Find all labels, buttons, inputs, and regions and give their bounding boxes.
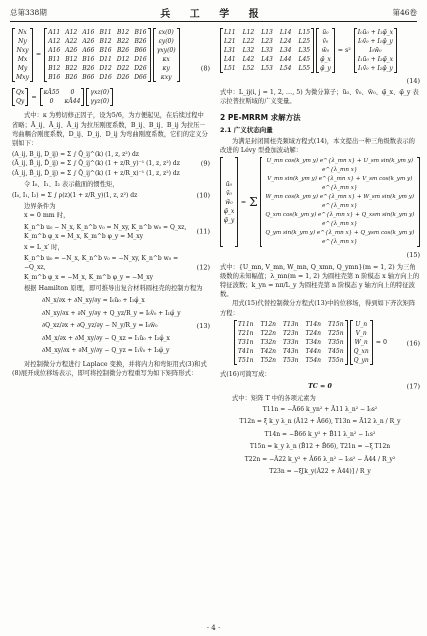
matrix-cell: B26 [117, 47, 130, 54]
matrix-cell: Mxy [16, 74, 29, 81]
matrix-cell: T13n [283, 320, 299, 328]
matrix-cell: L13 [261, 29, 273, 36]
matrix-cell: D16 [99, 74, 112, 81]
t-matrix [237, 320, 345, 365]
matrix-cell: T32n [260, 338, 277, 346]
matrix-cell: A26 [82, 38, 95, 45]
matrix-cell: γxy(0) [156, 47, 176, 54]
matrix-cell: A11 [48, 29, 61, 36]
right-column [220, 26, 420, 479]
equation-line: K_m^b φ_x = −M_x, K_m^b φ_y = −M_xy [24, 273, 154, 281]
equation-line: (A_ij, B_ij, D_ij) = Σ ∫ Q̄_ij^(k) (1, z, z²) dz [12, 151, 139, 159]
matrix-cell: εy(0) [158, 38, 174, 45]
equation-line: ∂N_x/∂x + ∂N_xy/∂y = I₀ü₀ + I₁φ̈_x [42, 297, 145, 305]
equation-number: (16) [406, 339, 420, 348]
matrix-cell: Q_yn [353, 356, 369, 364]
matrix-cell: T42n [260, 347, 277, 355]
matrix-cell: w̃₀ [321, 47, 330, 54]
boundary-conditions-xL [24, 254, 194, 282]
matrix-cell: φ̃_x [223, 207, 235, 215]
matrix-cell: I₀ũ₀ + I₁φ̃_x [357, 29, 394, 36]
matrix-cell: φ̃_y [223, 216, 235, 224]
matrix-cell: T55n [328, 356, 344, 364]
matrix-cell: A12 [65, 29, 78, 36]
matrix-cell: L24 [279, 38, 292, 45]
matrix-cell: B12 [99, 38, 112, 45]
equation-line: T23n = −ξ[k_y(Â22 + Â44)] / R_y [269, 468, 371, 476]
boundary-x0: x = 0 mm 时， [24, 212, 70, 220]
matrix-cell: T14n [305, 320, 322, 328]
equation-line: T12n = ξ k_y λ_n (Ā12 + Ā66), T13n = Ā12 λ_n / R_y [239, 418, 401, 426]
matrix-cell: γyz(0) [90, 98, 110, 106]
matrix-cell: L31 [224, 47, 236, 54]
t-elements [220, 404, 420, 479]
shear-force-vector [15, 88, 25, 106]
matrix-cell: L11 [224, 29, 236, 36]
equation-line: ∂N_xy/∂x + ∂N_y/∂y + Q_yz/R_y = I₀v̈₀ + I₁φ̈_y [42, 309, 181, 317]
matrix-cell: L12 [242, 29, 255, 36]
matrix-cell: B12 [65, 56, 78, 63]
displacement-vector [223, 180, 236, 225]
equation-number: (15) [406, 251, 420, 260]
equation-9 [12, 150, 210, 178]
matrix-cell: L34 [279, 47, 292, 54]
equation-12 [12, 254, 210, 282]
matrix-cell: T21n [238, 329, 254, 337]
matrix-cell: 0 [70, 89, 75, 97]
matrix-cell: Mx [17, 56, 28, 63]
matrix-cell: T52n [260, 356, 277, 364]
matrix-cell: B16 [99, 47, 112, 54]
matrix-cell: B12 [117, 29, 130, 36]
boundary-conditions-x0 [24, 223, 194, 241]
matrix-cell: A22 [65, 38, 78, 45]
issue-number: 总第338期 [10, 8, 47, 17]
matrix-cell: κĀ44 [64, 98, 81, 106]
volume-number: 第46卷 [392, 8, 417, 17]
equation-number: (10) [196, 191, 210, 200]
matrix-cell: T31n [238, 338, 254, 346]
paragraph-stiffness: 式中：κ 为剪切修正因子，设为5/6，为方便起见，在后续过程中省略；Ā_ij、Ā_ij、Ā_ij 为拉压刚度系数，B_ij、B_ij、B_ij 为拉压－弯曲耦合刚度系数，D_ij、D_ij、D_ij 为弯曲刚度系数，它们的定义分别如下： [12, 112, 208, 148]
matrix-cell: κy [162, 65, 170, 72]
matrix-cell: I₁ũ₀ + I₂φ̃_x [357, 56, 394, 63]
equation-line: K_m^b φ_x = M_x, K_m^b φ_y = M_xy [24, 232, 144, 240]
equation-number: (11) [196, 227, 210, 236]
subsection-heading: 2.1 广义状态向量 [220, 125, 273, 134]
matrix-cell: T45n [328, 347, 344, 355]
equation-14: L11 L12 L13 L14 L15 L21 L22 L23 L24 L25 L31 L32 L33 L34 L35 L41 L42 L43 L44 L45 L51 L52 L53 L54 L55 ũ₀ ṽ₀ w̃₀ φ̃_x φ̃_y = s² I₀ũ₀ + I₁φ̃_x I₀ṽ₀ + I₁φ̃_y I₀w̃₀ I₁ũ₀ + I₂φ̃_x I₁ṽ₀ + I₂φ̃_y (14) [220, 28, 420, 86]
matrix-cell: L44 [279, 56, 292, 63]
equation-line: ∂M_xy/∂x + ∂M_y/∂y − Q_yz = I₁v̈₀ + I₂φ̈_y [42, 347, 170, 355]
matrix-cell: T53n [283, 356, 299, 364]
matrix-cell: T23n [283, 329, 299, 337]
matrix-cell: L14 [279, 29, 292, 36]
paragraph-hamilton: 根据 Hamilton 原理，即可推导出复合材料圆柱壳的控制方程为 [24, 284, 203, 292]
equation-line: (Â_ij, B̂_ij, D̂_ij) = Σ ∫ Q̄_ij^(k) (1 + z/R_x)⁻¹ (1, z, z²) dz [12, 169, 180, 177]
matrix-cell: Qy [16, 98, 25, 106]
matrix-cell: My [17, 65, 28, 72]
paragraph-levy: 为满足封闭圆柱壳频域方程式(14)，本文提出一种三角级数表示的改进的 Lévy 型叠加波动解： [220, 138, 415, 155]
equation-number: (17) [406, 382, 420, 391]
equation-line: T14n = −B̄66 k_y² + B̄11 λ_n² − I₁s² [264, 430, 376, 438]
matrix-cell: D12 [99, 65, 112, 72]
matrix-cell: T41n [238, 347, 254, 355]
matrix-cell: B66 [134, 47, 147, 54]
matrix-cell: I₁ṽ₀ + I₂φ̃_y [358, 65, 393, 72]
matrix-cell: T25n [328, 329, 344, 337]
matrix-cell: B22 [65, 65, 78, 72]
matrix-cell: κxy [160, 74, 172, 81]
matrix-cell: T44n [305, 347, 322, 355]
matrix-cell: L25 [298, 38, 311, 45]
matrix-cell: D66 [134, 74, 147, 81]
matrix-cell: L22 [242, 38, 255, 45]
matrix-cell: L33 [261, 47, 273, 54]
matrix-cell: L42 [242, 56, 255, 63]
matrix-cell: B26 [82, 65, 95, 72]
page-number: · 4 · [206, 624, 221, 632]
matrix-cell: B16 [48, 74, 61, 81]
strain-vector [156, 28, 177, 82]
matrix-cell: B26 [134, 38, 147, 45]
matrix-cell: I₀ṽ₀ + I₁φ̃_y [358, 38, 393, 45]
matrix-cell: D26 [134, 65, 147, 72]
page-header [10, 6, 417, 20]
matrix-cell: L45 [298, 56, 311, 63]
wave-terms [262, 157, 417, 247]
stiffness-matrix [47, 28, 148, 82]
matrix-cell: T34n [305, 338, 322, 346]
matrix-cell: A66 [82, 47, 95, 54]
equation-10 [12, 191, 210, 200]
matrix-cell: W_n [354, 338, 368, 346]
matrix-cell: L55 [298, 65, 311, 72]
matrix-cell: L15 [298, 29, 311, 36]
inertia-definition: (I₀, I₁, I₂) = Σ ∫ ρ(z)(1 + z/R_y)(1, z, z²) dz [12, 192, 138, 200]
matrix-cell: ũ₀ [322, 29, 329, 36]
shear-stiffness-matrix [43, 88, 82, 106]
matrix-cell: B66 [82, 74, 95, 81]
equation-line: T22n = −Â22 k_y² + Â66 λ_n² − I₀s² − Â44 / R_y² [244, 455, 396, 463]
matrix-cell: L51 [224, 65, 236, 72]
matrix-cell: T22n [260, 329, 277, 337]
equation-17: TC = 0 (17) [308, 382, 420, 391]
header-rule [10, 21, 417, 22]
matrix-cell: Nxy [16, 47, 29, 54]
inertia-vector [357, 28, 394, 73]
matrix-cell: Q_xn [353, 347, 369, 355]
matrix-cell: D22 [116, 65, 130, 72]
matrix-cell: L21 [224, 38, 236, 45]
matrix-cell: L35 [298, 47, 311, 54]
equation-line: ∂Q_xz/∂x + ∂Q_yz/∂y − N_y/R_y = I₀ẅ₀ [42, 322, 158, 330]
matrix-cell: T12n [260, 320, 277, 328]
matrix-cell: U_mn cos(k_ym y) e^{λ_mn x} + U_sm sin(k_ym y) e^{λ_mn x} [266, 158, 414, 174]
matrix-cell: B16 [134, 29, 147, 36]
operator-matrix [223, 28, 311, 73]
matrix-cell: D26 [116, 74, 130, 81]
equation-number: (8) [200, 64, 210, 73]
matrix-cell: L41 [224, 56, 236, 63]
matrix-cell: B11 [48, 56, 61, 63]
matrix-cell: κx [162, 56, 170, 63]
matrix-cell: A26 [65, 47, 78, 54]
displacement-vector [319, 28, 332, 73]
matrix-cell: D11 [99, 56, 112, 63]
matrix-cell: U_n [355, 320, 368, 328]
matrix-cell: Q_ym sin(k_ym y) e^{λ_mn x} + Q_ysm cos(k_ym y) e^{λ_mn x} [265, 230, 415, 246]
matrix-cell: Nx [18, 29, 27, 36]
matrix-cell: w̃₀ [225, 198, 233, 206]
matrix-cell: ṽ₀ [322, 38, 329, 45]
governing-equations [42, 295, 194, 358]
paragraph-operators: 式中：L_ij(i, j = 1, 2, …, 5) 为微分算子；ũ₀、ṽ₀、w̃₀、φ̃_x、φ̃_y 表示拉普拉斯域的广义变量。 [220, 89, 419, 106]
equation-line: (Ā_ij, B̄_ij, D̄_ij) = Σ ∫ Q̄_ij^(k) (1 + z/R_y)⁻¹ (1, z, z²) dz [12, 160, 180, 168]
matrix-cell: Q_xm cos(k_ym y) e^{λ_mn x} + Q_xsm sin(k_ym y) e^{λ_mn x} [265, 212, 415, 228]
matrix-cell: T11n [238, 320, 254, 328]
matrix-cell: L23 [261, 38, 273, 45]
equation-8: Nx Ny Nxy Mx My Mxy = A11 A12 A16 B11 B12 B16 A12 A22 A26 B12 B22 B26 A16 A26 A66 B16 B26 B66 B11 B12 B16 D11 D12 D16 B12 B22 B26 D12 D22 D26 B16 B26 B66 D16 D26 D66 εx(0) εy(0) γxy(0) κx κy κxy Qx Qy = κĀ55 0 0 κĀ44 γxz(0) γyz(0) (8) [12, 28, 210, 109]
equation-line: T11n = −Ā66 k_yn² + Ā11 λ_n² − I₀s² [262, 405, 378, 413]
t-elements-intro: 式中：矩阵 T 中的各项元素为 [232, 395, 316, 403]
matrix-cell: W_mn cos(k_ym y) e^{λ_mn x} + W_sm sin(k_ym y) e^{λ_mn x} [265, 194, 415, 210]
force-vector [15, 28, 30, 82]
equation-line: K_n^b u₀ − N_x, K_n^b v₀ = N_xy, K_n^b w₀ = Q_xz, [24, 223, 187, 231]
matrix-cell: L32 [242, 47, 255, 54]
left-column [12, 26, 210, 378]
matrix-cell: A12 [48, 38, 61, 45]
equation-line: K_n^b u₀ = −N_x, K_n^b v₀ = −N_xy, K_n^b w₀ = −Q_xz, [24, 255, 179, 272]
matrix-cell: εx(0) [158, 29, 174, 36]
matrix-cell: κĀ55 [43, 89, 60, 97]
boundary-intro: 边界条件为 [24, 203, 56, 211]
matrix-cell: ũ₀ [225, 180, 233, 188]
matrix-cell: L52 [242, 65, 255, 72]
matrix-cell: T33n [283, 338, 299, 346]
amplitude-vector [353, 320, 370, 365]
stiffness-definitions [12, 150, 194, 178]
matrix-cell: T24n [305, 329, 322, 337]
matrix-cell: D12 [116, 56, 130, 63]
matrix-cell: B12 [48, 65, 61, 72]
equation-11 [12, 223, 210, 241]
matrix-cell: Ny [18, 38, 27, 45]
matrix-cell: L54 [279, 65, 292, 72]
matrix-cell: T43n [283, 347, 299, 355]
equation-13 [12, 295, 210, 358]
matrix-cell: D16 [134, 56, 147, 63]
matrix-cell: ṽ₀ [226, 189, 232, 197]
matrix-cell: γxz(0) [90, 89, 110, 97]
matrix-cell: B26 [65, 74, 78, 81]
matrix-cell: B16 [82, 56, 95, 63]
matrix-cell: φ̃_y [320, 65, 331, 72]
matrix-cell: B22 [117, 38, 130, 45]
matrix-cell: L53 [261, 65, 273, 72]
equation-number: (9) [200, 159, 210, 168]
matrix-cell: I₀w̃₀ [369, 47, 382, 54]
matrix-cell: T15n [328, 320, 344, 328]
equation-16: T11n T12n T13n T14n T15n T21n T22n T23n T24n T25n T31n T32n T33n T34n T35n T41n T42n T43n T44n T45n T51n T52n T53n T54n T55n U_n V_n W_n Q_xn Q_yn = 0 (16) [220, 320, 420, 368]
equation-15: ũ₀ ṽ₀ w̃₀ φ̃_x φ̃_y = Σ U_mn cos(k_ym y) e^{λ_mn x} + U_sm sin(k_ym y) e^{λ_mn x} V_mn sin(k_ym y) e^{λ_mn x} + V_sm cos(k_ym y) e^{λ_mn x} W_mn cos(k_ym y) e^{λ_mn x} + W_sm sin(k_ym y) e^{λ_mn x} Q_xm cos(k_ym y) e^{λ_mn x} + Q_xsm sin(k_ym y) e^{λ_mn x} Q_ym sin(k_ym y) e^{λ_mn x} + Q_ysm cos(k_ym y) e^{λ_mn x} (15) [220, 157, 420, 260]
matrix-cell: φ̃_x [320, 56, 331, 63]
paragraph-amplitudes: 式中：{U_mn, V_mn, W_mn, Q_xmn, Q_ymn}(m = 1, 2) 为三角级数的未知幅值；λ_mn(m = 1, 2) 为圆柱壳第 n 阶模态 x 轴方向上的特征波数；k_yn = nπ/L_y 为圆柱壳第 n 阶模态 y 轴方向上的特征波数。 用式(15)代替控制微分方程式(13)中的位移场，得到如下齐次矩阵方程： [220, 263, 420, 317]
matrix-cell: V_mn sin(k_ym y) e^{λ_mn x} + V_sm cos(k_ym y) e^{λ_mn x} [267, 176, 413, 192]
equation-line: T15n = k_y λ_n (B̄12 + B̄66), T21n = −ξ T12n [249, 443, 391, 451]
journal-title: 兵 工 学 报 [160, 9, 267, 20]
equation-number: (14) [406, 77, 420, 85]
boundary-xL: x = L_x′ 时， [24, 244, 64, 252]
shear-strain-vector [89, 88, 110, 106]
equation-line: ∂M_x/∂x + ∂M_xy/∂y − Q_xz = I₁ü₀ + I₂φ̈_x [42, 334, 170, 342]
matrix-cell: L43 [261, 56, 273, 63]
matrix-cell: B11 [99, 29, 112, 36]
paragraph-inertia: 令 I₀、I₁、I₂ 表示截面的惯性矩， [24, 180, 119, 188]
matrix-cell: V_n [355, 329, 367, 337]
paragraph-laplace: 对控制微分方程进行 Laplace 变换，并将内力和弯矩用式(3)和式(8)展开成位移场表示，即可将控制微分方程重写为如下矩阵形式： [12, 360, 207, 377]
matrix-cell: A16 [82, 29, 95, 36]
equation-number: (12) [196, 263, 210, 272]
section-heading: 2 PE-MRRM 求解方法 [220, 112, 301, 122]
matrix-cell: 0 [49, 98, 54, 106]
abbreviation-note: 式(16)可简写成： [220, 371, 271, 379]
matrix-cell: A16 [48, 47, 61, 54]
equation-number: (13) [196, 322, 210, 331]
matrix-cell: T51n [238, 356, 254, 364]
matrix-cell: Qx [16, 89, 25, 97]
matrix-cell: T54n [305, 356, 322, 364]
matrix-cell: T35n [328, 338, 344, 346]
